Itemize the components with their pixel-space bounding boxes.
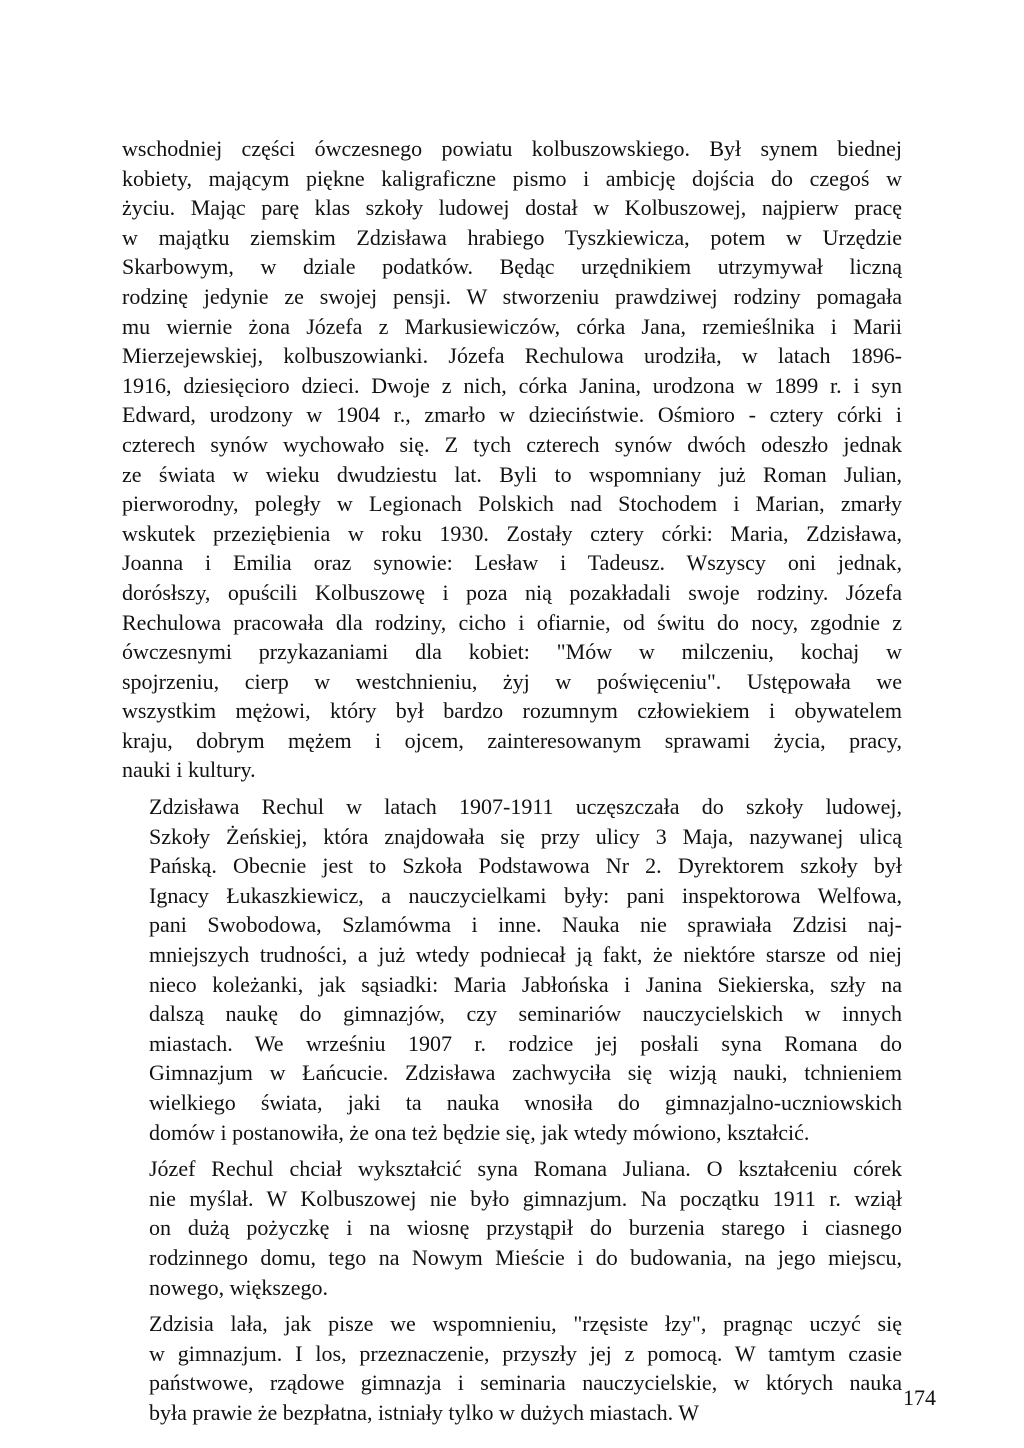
text-line: Zdzisława Rechul w latach 1907-1911 uczęszczała do szkoły ludowej, [149, 794, 902, 820]
text-line: mu wiernie żona Józefa z Markusiewiczów, córka Jana, rzemieślnika i Marii [122, 313, 902, 339]
paragraph [122, 1309, 902, 1427]
text-line: Rechulowa pracowała dla rodziny, cicho i ofiarnie, od świtu do nocy, zgodnie z [122, 609, 902, 635]
text-line: Gimnazjum w Łańcucie. Zdzisława zachwyciła się wizją nauki, tchnieniem [149, 1060, 902, 1086]
text-line: była prawie że bezpłatna, istniały tylko w dużych miastach. W [149, 1399, 700, 1425]
text-line: kraju, dobrym mężem i ojcem, zainteresowanym sprawami życia, pracy, [122, 727, 902, 753]
text-line: Józef Rechul chciał wykształcić syna Romana Juliana. O kształceniu córek [149, 1156, 902, 1182]
text-line: państwowe, rządowe gimnazja i seminaria nauczycielskie, w których nauka [149, 1370, 902, 1396]
text-line: pani Swobodowa, Szlamówma i inne. Nauka nie sprawiała Zdzisi naj- [149, 912, 902, 938]
paragraph [122, 792, 902, 1147]
paragraph [122, 134, 902, 785]
text-line: nauki i kultury. [122, 757, 256, 783]
text-line: Edward, urodzony w 1904 r., zmarło w dzieciństwie. Ośmioro - cztery córki i [122, 402, 902, 428]
text-line: kobiety, mającym piękne kaligraficzne pismo i ambicję dojścia do czegoś w [122, 165, 902, 191]
text-line: czterech synów wychowało się. Z tych czterech synów dwóch odeszło jednak [122, 431, 902, 457]
text-line: wielkiego świata, jaki ta nauka wnosiła do gimnazjalno-uczniowskich [149, 1090, 902, 1115]
text-line: Skarbowym, w dziale podatków. Będąc urzędnikiem utrzymywał liczną [122, 254, 902, 280]
text-line: rodzinnego domu, tego na Nowym Mieście i do budowania, na jego miejscu, [149, 1244, 902, 1270]
text-line: dorósłszy, opuścili Kolbuszowę i poza nią pozakładali swoje rodziny. Józefa [122, 579, 902, 605]
text-line: Mierzejewskiej, kolbuszowianki. Józefa Rechulowa urodziła, w latach 1896- [122, 343, 902, 369]
text-line: ze świata w wieku dwudziestu lat. Byli to wspomniany już Roman Julian, [122, 461, 902, 487]
text-line: wszystkim mężowi, który był bardzo rozumnym człowiekiem i obywatelem [122, 698, 902, 724]
text-line: wschodniej części ówczesnego powiatu kolbuszowskiego. Był synem biednej [122, 136, 902, 161]
text-line: nowego, większego. [149, 1274, 329, 1300]
text-line: dalszą naukę do gimnazjów, czy seminariów nauczycielskich w innych [149, 1001, 902, 1027]
text-line: w gimnazjum. I los, przeznaczenie, przyszły jej z pomocą. W tamtym czasie [149, 1340, 902, 1366]
text-line: 1916, dziesięcioro dzieci. Dwoje z nich, córka Janina, urodzona w 1899 r. i syn [122, 372, 902, 398]
text-line: rodzinę jedynie ze swojej pensji. W stworzeniu prawdziwej rodziny pomagała [122, 283, 902, 309]
text-line: Ignacy Łukaszkiewicz, a nauczycielkami były: pani inspektorowa Welfowa, [149, 882, 902, 908]
document-page-text [122, 134, 902, 1428]
text-line: mniejszych trudności, a już wtedy podniecał ją fakt, że niektóre starsze od niej [149, 942, 902, 968]
text-line: domów i postanowiła, że ona też będzie się, jak wtedy mówiono, kształcić. [149, 1119, 810, 1145]
text-line: Pańską. Obecnie jest to Szkoła Podstawowa Nr 2. Dyrektorem szkoły był [149, 853, 902, 879]
text-line: Szkoły Żeńskiej, która znajdowała się przy ulicy 3 Maja, nazywanej ulicą [149, 823, 902, 849]
text-line: miastach. We wrześniu 1907 r. rodzice jej posłali syna Romana do [149, 1030, 902, 1056]
text-line: życiu. Mając parę klas szkoły ludowej dostał w Kolbuszowej, najpierw pracę [122, 195, 902, 221]
text-line: Zdzisia lała, jak pisze we wspomnieniu, "rzęsiste łzy", pragnąc uczyć się [149, 1311, 902, 1337]
text-line: pierworodny, poległy w Legionach Polskich nad Stochodem i Marian, zmarły [122, 491, 902, 517]
text-line: Joanna i Emilia oraz synowie: Lesław i Tadeusz. Wszyscy oni jednak, [122, 550, 902, 576]
text-line: w majątku ziemskim Zdzisława hrabiego Tyszkiewicza, potem w Urzędzie [122, 224, 902, 250]
text-line: nie myślał. W Kolbuszowej nie było gimnazjum. Na początku 1911 r. wziął [149, 1185, 902, 1211]
text-line: on dużą pożyczkę i na wiosnę przystąpił do burzenia starego i ciasnego [149, 1215, 902, 1241]
text-line: ówczesnymi przykazaniami dla kobiet: "Mów w milczeniu, kochaj w [122, 639, 902, 665]
text-line: wskutek przeziębienia w roku 1930. Zostały cztery córki: Maria, Zdzisława, [122, 520, 902, 546]
text-line: spojrzeniu, cierp w westchnieniu, żyj w poświęceniu". Ustępowała we [122, 668, 902, 694]
page-number: 174 [903, 1385, 936, 1410]
text-line: nieco koleżanki, jak sąsiadki: Maria Jabłońska i Janina Siekierska, szły na [149, 971, 902, 997]
paragraph [122, 1154, 902, 1302]
